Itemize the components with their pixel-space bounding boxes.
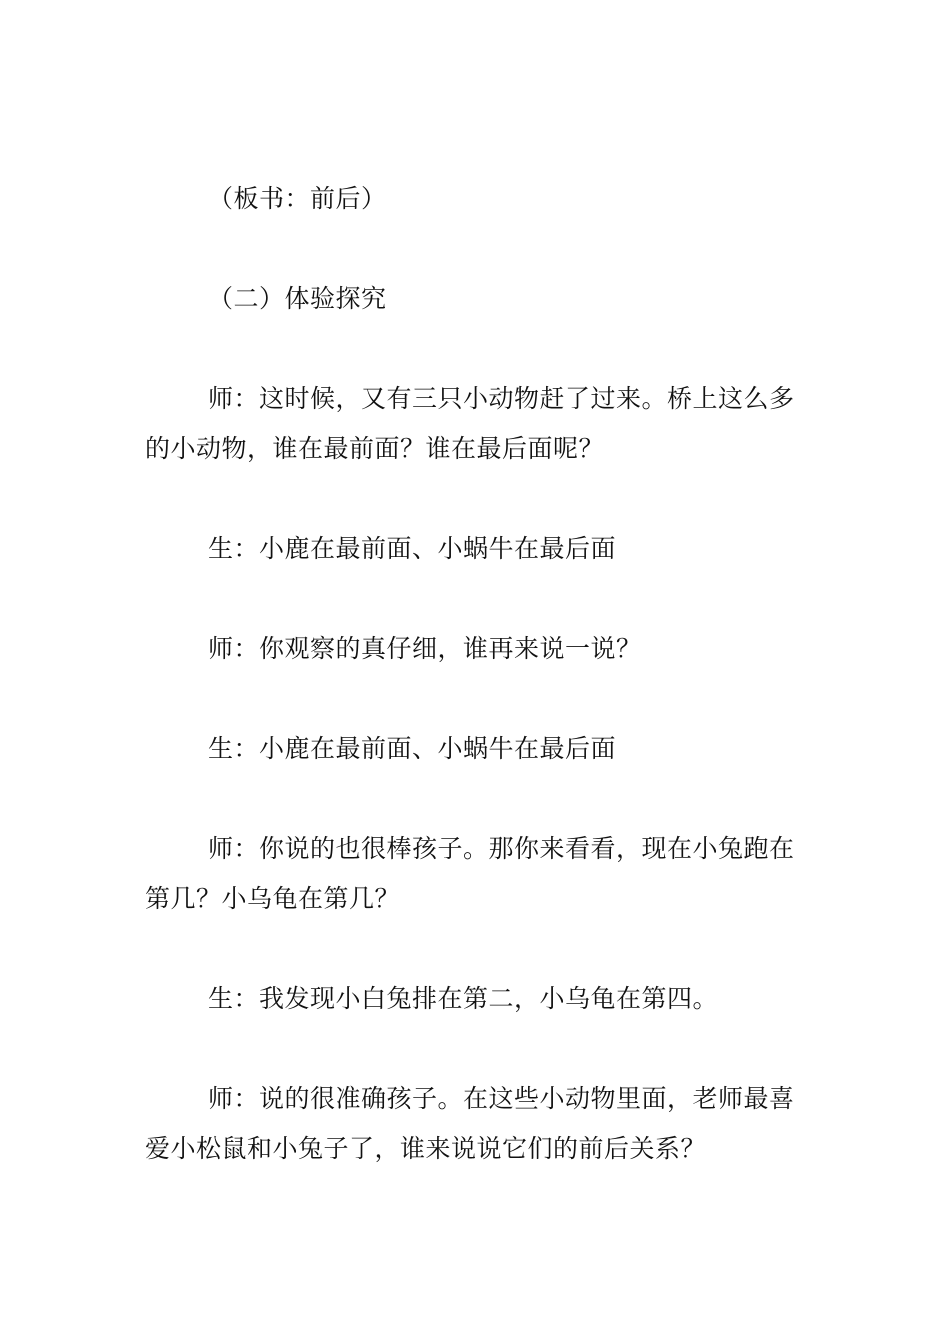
paragraph-student-2: 生：小鹿在最前面、小蜗牛在最后面 bbox=[208, 734, 617, 763]
paragraph-student-1: 生：小鹿在最前面、小蜗牛在最后面 bbox=[208, 534, 617, 563]
paragraph-blackboard-note: （板书：前后） bbox=[208, 184, 387, 213]
paragraph-teacher-4: 师：说的很准确孩子。在这些小动物里面，老师最喜爱小松鼠和小兔子了，谁来说说它们的前后关系？ bbox=[145, 1084, 795, 1163]
paragraph-teacher-2: 师：你观察的真仔细，谁再来说一说？ bbox=[208, 634, 642, 663]
paragraph-section-heading: （二）体验探究 bbox=[208, 284, 387, 313]
paragraph-student-3: 生：我发现小白兔排在第二，小乌龟在第四。 bbox=[208, 984, 719, 1013]
paragraph-teacher-3: 师：你说的也很棒孩子。那你来看看，现在小兔跑在第几？小乌龟在第几？ bbox=[145, 834, 795, 913]
paragraph-teacher-1: 师：这时候，又有三只小动物赶了过来。桥上这么多的小动物，谁在最前面？谁在最后面呢？ bbox=[145, 384, 795, 463]
